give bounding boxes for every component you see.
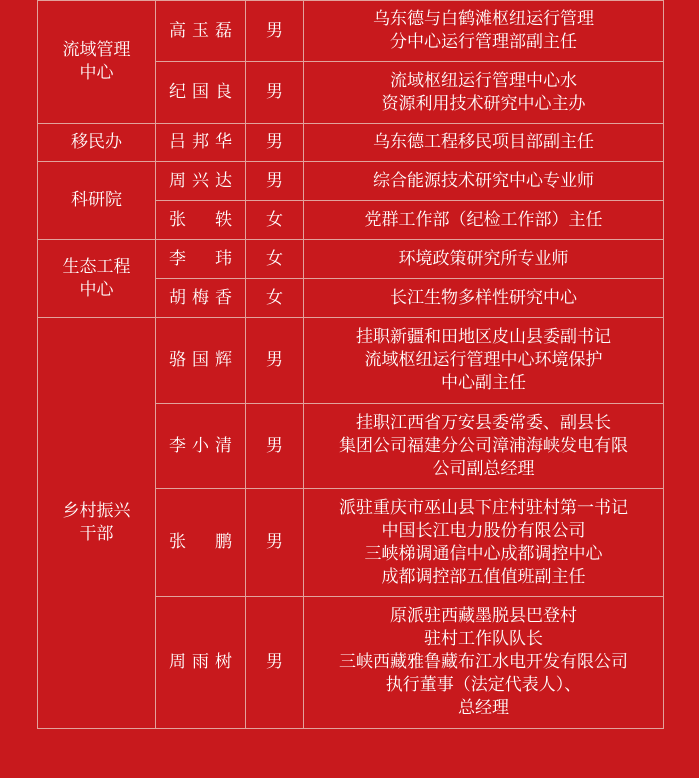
title-line: 驻村工作队队长	[424, 629, 543, 649]
dept-cell	[38, 318, 156, 729]
gender-cell: 男	[246, 1, 304, 62]
table-row	[38, 318, 664, 404]
gender-cell: 男	[246, 318, 304, 404]
title-line: 党群工作部（纪检工作部）主任	[364, 209, 603, 230]
title-line: 派驻重庆市巫山县下庄村驻村第一书记	[339, 497, 628, 518]
dept-cell	[38, 1, 156, 124]
title-cell	[304, 404, 664, 489]
gender-cell: 男	[246, 162, 304, 201]
title-line: 集团公司福建分公司漳浦海峡发电有限	[339, 435, 628, 456]
title-line: 长江生物多样性研究中心	[390, 287, 577, 308]
title-line: 成都调控部五值值班副主任	[381, 566, 586, 587]
title-line: 三峡西藏雅鲁藏布江水电开发有限公司	[339, 652, 628, 672]
name-cell: 吕邦华	[156, 124, 246, 162]
name-cell: 骆国辉	[156, 318, 246, 404]
gender-cell: 男	[246, 124, 304, 162]
name-cell: 张 鹏	[156, 489, 246, 597]
name-cell: 纪国良	[156, 62, 246, 124]
title-line: 三峡梯调通信中心成都调控中心	[364, 543, 603, 564]
table-row	[38, 240, 664, 279]
dept-label: 干部	[79, 524, 114, 544]
title-line: 原派驻西藏墨脱县巴登村	[390, 606, 577, 626]
title-cell	[304, 279, 664, 318]
name-cell: 周雨树	[156, 597, 246, 729]
title-line: 资源利用技术研究中心主办	[381, 93, 586, 114]
dept-cell: 移民办	[38, 124, 156, 162]
table-row	[38, 1, 664, 62]
gender-cell: 女	[246, 240, 304, 279]
title-cell	[304, 597, 664, 729]
title-line: 流域枢纽运行管理中心环境保护	[364, 350, 603, 370]
title-line: 执行董事（法定代表人）、	[385, 675, 582, 695]
table-row	[38, 124, 664, 162]
gender-cell: 男	[246, 489, 304, 597]
title-cell	[304, 240, 664, 279]
title-line: 综合能源技术研究中心专业师	[373, 170, 594, 191]
title-cell	[304, 201, 664, 240]
dept-label: 流域管理	[62, 40, 131, 60]
gender-cell: 男	[246, 62, 304, 124]
title-line: 分中心运行管理部副主任	[390, 32, 577, 52]
name-cell: 李小清	[156, 404, 246, 489]
table-row	[38, 162, 664, 201]
dept-cell	[38, 240, 156, 318]
name-cell: 高玉磊	[156, 1, 246, 62]
title-line: 环境政策研究所专业师	[398, 248, 569, 269]
title-line: 挂职江西省万安县委常委、副县长	[356, 412, 611, 433]
dept-label: 生态工程	[62, 256, 131, 277]
dept-label: 乡村振兴	[62, 501, 131, 521]
title-cell	[304, 62, 664, 124]
gender-cell: 男	[246, 597, 304, 729]
title-cell	[304, 124, 664, 162]
title-line: 流域枢纽运行管理中心水	[390, 70, 577, 91]
dept-label: 中心	[79, 279, 114, 300]
name-cell: 李 玮	[156, 240, 246, 279]
title-line: 总经理	[458, 698, 509, 718]
gender-cell: 男	[246, 404, 304, 489]
gender-cell: 女	[246, 279, 304, 318]
name-cell: 张 轶	[156, 201, 246, 240]
title-cell	[304, 318, 664, 404]
title-line: 中国长江电力股份有限公司	[381, 520, 586, 541]
name-cell: 胡梅香	[156, 279, 246, 318]
title-line: 乌东德工程移民项目部副主任	[373, 132, 594, 152]
title-cell	[304, 489, 664, 597]
personnel-table	[37, 0, 664, 729]
name-cell: 周兴达	[156, 162, 246, 201]
title-line: 中心副主任	[441, 373, 526, 393]
gender-cell: 女	[246, 201, 304, 240]
dept-cell: 科研院	[38, 162, 156, 240]
title-line: 挂职新疆和田地区皮山县委副书记	[356, 327, 611, 347]
title-line: 乌东德与白鹤滩枢纽运行管理	[373, 9, 594, 29]
title-line: 公司副总经理	[432, 458, 535, 479]
title-cell	[304, 162, 664, 201]
title-cell	[304, 1, 664, 62]
dept-label: 中心	[79, 63, 114, 83]
